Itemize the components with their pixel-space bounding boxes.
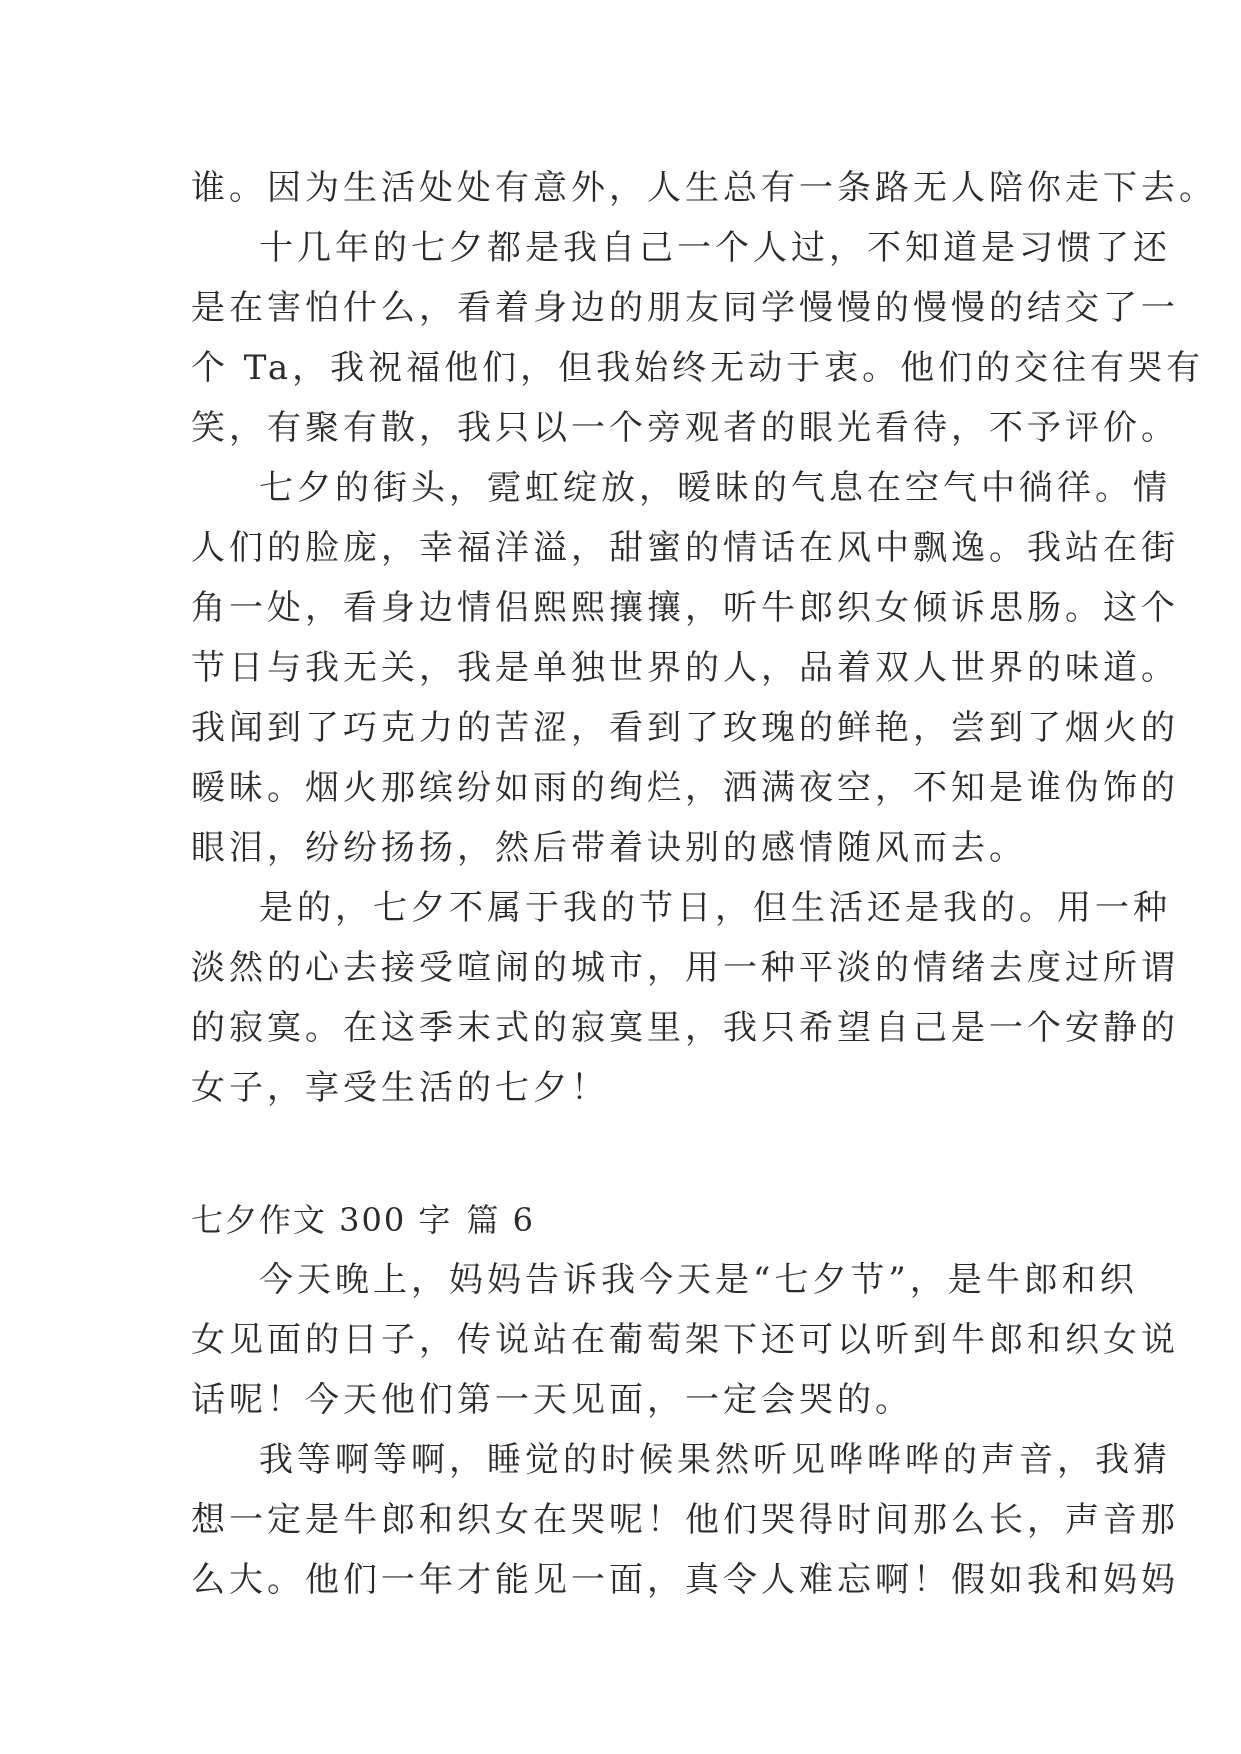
text-line: 眼泪，纷纷扬扬，然后带着诀别的感情随风而去。: [191, 828, 1027, 868]
text-line: 是的，七夕不属于我的节日，但生活还是我的。用一种: [259, 888, 1171, 928]
text-line: 谁。因为生活处处有意外，人生总有一条路无人陪你走下去。: [191, 168, 1217, 208]
heading-section-number: 篇 6: [466, 1201, 535, 1239]
paragraph: [191, 1430, 1179, 1610]
section-heading: [191, 1190, 1061, 1250]
text-line: 话呢！今天他们第一天见面，一定会哭的。: [191, 1380, 913, 1420]
text-line: 十几年的七夕都是我自己一个人过，不知道是习惯了还: [259, 228, 1171, 268]
text-line: 今天晚上，妈妈告诉我今天是“七夕节”，是牛郎和织: [259, 1260, 1138, 1300]
text-line: 角一处，看身边情侣熙熙攘攘，听牛郎织女倾诉思肠。这个: [191, 588, 1179, 628]
paragraph: [191, 878, 1179, 1118]
text-line: 七夕的街头，霓虹绽放，暧昧的气息在空气中徜徉。情: [259, 468, 1171, 508]
text-line: 节日与我无关，我是单独世界的人，品着双人世界的味道。: [191, 648, 1179, 688]
text-line: 是在害怕什么，看着身边的朋友同学慢慢的慢慢的结交了一: [191, 288, 1179, 328]
text-line: 淡然的心去接受喧闹的城市，用一种平淡的情绪去度过所谓: [191, 948, 1179, 988]
text-line: 人们的脸庞，幸福洋溢，甜蜜的情话在风中飘逸。我站在街: [191, 528, 1179, 568]
text-line: 么大。他们一年才能见一面，真令人难忘啊！假如我和妈妈: [191, 1560, 1179, 1600]
document-page: [191, 158, 1217, 1610]
text-line: 暧昧。烟火那缤纷如雨的绚烂，洒满夜空，不知是谁伪饰的: [191, 768, 1179, 808]
text-line: 女子，享受生活的七夕！: [191, 1068, 609, 1108]
text-line: 想一定是牛郎和织女在哭呢！他们哭得时间那么长，声音那: [191, 1500, 1179, 1540]
text-line: 我闻到了巧克力的苦涩，看到了玫瑰的鲜艳，尝到了烟火的: [191, 708, 1179, 748]
text-line: 女见面的日子，传说站在葡萄架下还可以听到牛郎和织女说: [191, 1320, 1179, 1360]
heading-title: 七夕作文 300 字: [191, 1201, 453, 1239]
text-line: 的寂寞。在这季末式的寂寞里，我只希望自己是一个安静的: [191, 1008, 1179, 1048]
paragraph: [191, 458, 1179, 878]
paragraph-continuation: [191, 158, 1217, 218]
text-line: 笑，有聚有散，我只以一个旁观者的眼光看待，不予评价。: [191, 408, 1179, 448]
paragraph: [191, 218, 1205, 458]
text-line: 我等啊等啊，睡觉的时候果然听见哗哗哗的声音，我猜: [259, 1440, 1171, 1480]
text-line: 个 Ta，我祝福他们，但我始终无动于衷。他们的交往有哭有: [191, 348, 1205, 388]
paragraph: [191, 1250, 1179, 1430]
